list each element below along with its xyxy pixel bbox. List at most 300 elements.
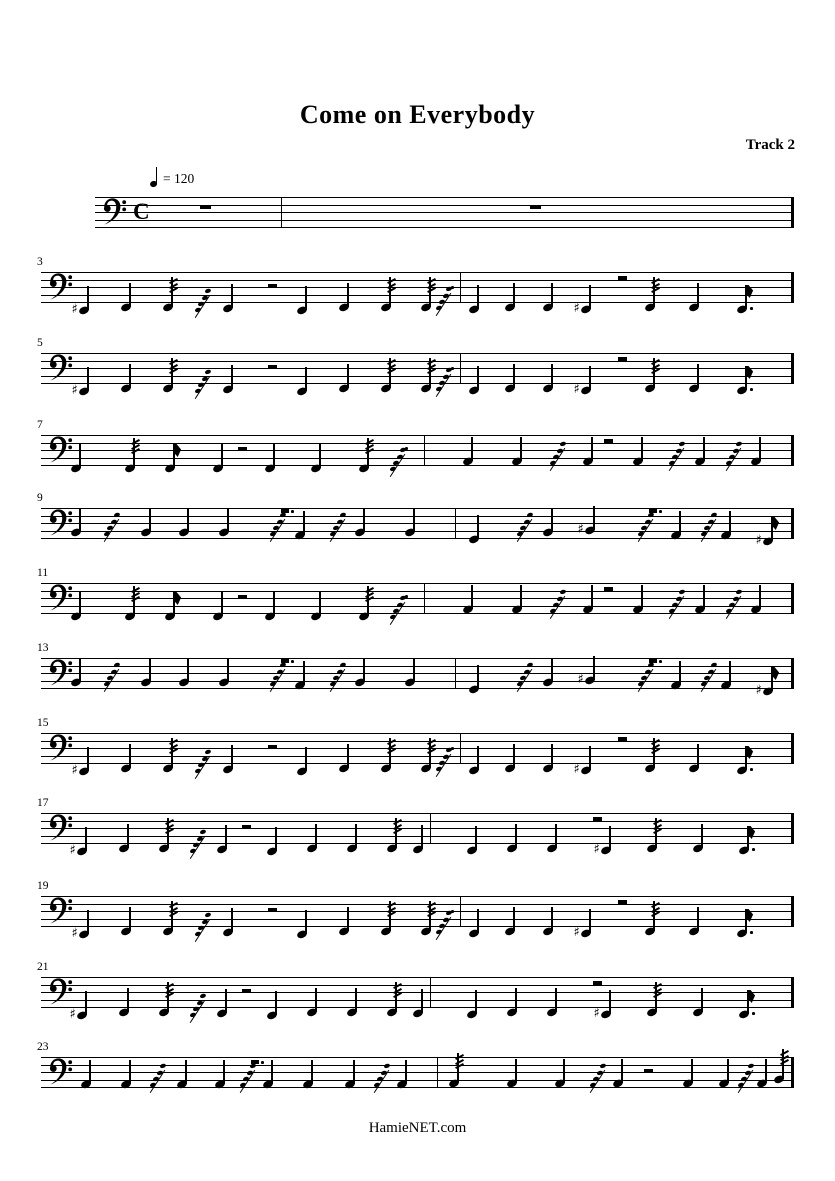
staff-line bbox=[41, 911, 794, 912]
note-stem bbox=[273, 444, 274, 468]
sharp-icon: ♯ bbox=[593, 842, 600, 857]
staff-line bbox=[41, 756, 794, 757]
note-stem bbox=[363, 658, 364, 682]
staff-line bbox=[41, 613, 794, 614]
staff-line bbox=[41, 904, 794, 905]
half-rest-icon bbox=[618, 737, 627, 741]
grace-note-head bbox=[249, 1064, 256, 1070]
grace-note-head bbox=[637, 681, 644, 687]
grace-note-head bbox=[435, 305, 442, 311]
grace-note-head bbox=[103, 681, 110, 687]
grace-note-head bbox=[647, 663, 654, 669]
bass-clef-icon bbox=[44, 656, 74, 690]
bass-clef bbox=[44, 731, 74, 765]
grace-note-head bbox=[526, 663, 533, 669]
half-rest-icon bbox=[604, 439, 613, 443]
note-stem bbox=[129, 907, 130, 931]
barline bbox=[281, 197, 282, 228]
staff-line bbox=[41, 583, 794, 584]
half-rest-icon bbox=[268, 284, 277, 288]
half-rest-icon bbox=[618, 276, 627, 280]
note-stem bbox=[471, 585, 472, 609]
half-rest-icon bbox=[618, 357, 627, 361]
note-stem bbox=[477, 746, 478, 770]
sharp-icon: ♯ bbox=[755, 683, 762, 698]
staff-row-measures-23-24 bbox=[37, 1041, 794, 1087]
grace-note-head bbox=[194, 931, 201, 937]
note-stem bbox=[421, 825, 422, 849]
staff-row-measures-19-20 bbox=[37, 880, 794, 941]
note-stem bbox=[303, 661, 304, 685]
staff-line bbox=[41, 1065, 794, 1066]
note-stem bbox=[477, 909, 478, 933]
note-stem bbox=[551, 283, 552, 307]
note-stem bbox=[593, 506, 594, 530]
staff-line bbox=[41, 1000, 794, 1001]
time-signature: C bbox=[133, 199, 150, 224]
grace-note-head bbox=[269, 681, 276, 687]
eighth-flag-icon bbox=[175, 592, 182, 605]
note-stem bbox=[89, 1060, 90, 1084]
note-stem bbox=[591, 585, 592, 609]
final-barline bbox=[791, 353, 794, 384]
sharp-icon: ♯ bbox=[755, 533, 762, 548]
staff-row-measures-5-6 bbox=[37, 337, 794, 398]
augmentation-dot bbox=[750, 931, 753, 934]
grace-note-head bbox=[194, 388, 201, 394]
staff-line bbox=[41, 985, 794, 986]
note-stem bbox=[697, 907, 698, 931]
note-stem bbox=[697, 744, 698, 768]
staff-row-measures-7-8 bbox=[37, 419, 794, 465]
augmentation-dot bbox=[659, 660, 662, 663]
staff-line bbox=[41, 280, 794, 281]
grace-note-head bbox=[678, 442, 685, 448]
staff-line bbox=[41, 516, 794, 517]
half-rest-icon bbox=[268, 745, 277, 749]
staff-line bbox=[41, 843, 794, 844]
note-stem bbox=[555, 824, 556, 848]
note-stem bbox=[679, 661, 680, 685]
measure-number: 17 bbox=[37, 797, 49, 809]
final-barline bbox=[791, 1057, 794, 1088]
half-rest-icon bbox=[593, 981, 602, 985]
staff-line bbox=[41, 836, 794, 837]
half-rest-icon bbox=[593, 817, 602, 821]
note-stem bbox=[765, 1059, 766, 1083]
half-rest-icon bbox=[251, 1060, 259, 1064]
note-stem bbox=[231, 365, 232, 389]
staff-line bbox=[41, 666, 794, 667]
note-stem bbox=[311, 1060, 312, 1084]
note-stem bbox=[127, 988, 128, 1012]
grace-note-head bbox=[279, 513, 286, 519]
bass-clef-icon bbox=[44, 506, 74, 540]
note-stem bbox=[231, 908, 232, 932]
half-rest-icon bbox=[281, 509, 289, 513]
note-stem bbox=[745, 909, 746, 933]
staff-line bbox=[41, 465, 794, 466]
staff-line bbox=[41, 295, 794, 296]
augmentation-dot bbox=[750, 388, 753, 391]
staff-line bbox=[41, 896, 794, 897]
staff-line bbox=[41, 741, 794, 742]
note-stem bbox=[149, 508, 150, 532]
page-title: Come on Everybody bbox=[299, 100, 536, 129]
augmentation-dot bbox=[261, 1061, 264, 1064]
half-rest-icon bbox=[242, 989, 251, 993]
note-stem bbox=[87, 286, 88, 310]
note-stem bbox=[515, 988, 516, 1012]
staff-line bbox=[41, 368, 794, 369]
note-stem bbox=[413, 658, 414, 682]
staff-line bbox=[41, 977, 794, 978]
grace-note-head bbox=[329, 531, 336, 537]
barline bbox=[437, 1057, 438, 1088]
sharp-icon: ♯ bbox=[69, 843, 76, 858]
sharp-icon: ♯ bbox=[593, 1006, 600, 1021]
bass-clef-icon bbox=[44, 811, 74, 845]
note-stem bbox=[413, 508, 414, 532]
note-stem bbox=[347, 283, 348, 307]
note-stem bbox=[589, 285, 590, 309]
grace-note-head bbox=[700, 681, 707, 687]
note-stem bbox=[223, 1060, 224, 1084]
note-stem bbox=[513, 907, 514, 931]
staff-line bbox=[41, 531, 794, 532]
staff-line bbox=[41, 302, 794, 303]
staff-line bbox=[41, 287, 794, 288]
note-stem bbox=[347, 907, 348, 931]
staff-line bbox=[41, 523, 794, 524]
sharp-icon: ♯ bbox=[71, 763, 78, 778]
note-stem bbox=[551, 364, 552, 388]
note-stem bbox=[729, 661, 730, 685]
bass-clef-icon bbox=[44, 894, 74, 928]
bass-clef-icon bbox=[44, 1055, 74, 1089]
measure-number: 13 bbox=[37, 642, 49, 654]
staff-line bbox=[41, 606, 794, 607]
note-stem bbox=[589, 366, 590, 390]
note-stem bbox=[79, 508, 80, 532]
note-stem bbox=[703, 437, 704, 461]
half-rest-icon bbox=[618, 900, 627, 904]
grace-note-head bbox=[678, 590, 685, 596]
staff-row-measures-15-16 bbox=[37, 717, 794, 778]
measure-number: 11 bbox=[37, 567, 49, 579]
augmentation-dot bbox=[451, 910, 454, 913]
grace-note-head bbox=[526, 513, 533, 519]
grace-note-head bbox=[735, 590, 742, 596]
bass-clef bbox=[44, 351, 74, 385]
note-stem bbox=[759, 437, 760, 461]
final-barline bbox=[791, 508, 794, 539]
half-rest-icon bbox=[238, 447, 247, 451]
grace-note-head bbox=[329, 681, 336, 687]
note-stem bbox=[745, 285, 746, 309]
note-stem bbox=[591, 437, 592, 461]
grace-note-head bbox=[339, 663, 346, 669]
note-stem bbox=[745, 366, 746, 390]
note-stem bbox=[173, 444, 174, 468]
note-stem bbox=[679, 511, 680, 535]
note-stem bbox=[513, 744, 514, 768]
note-stem bbox=[355, 988, 356, 1012]
staff-line bbox=[41, 688, 794, 689]
note-stem bbox=[315, 988, 316, 1012]
staff-line bbox=[41, 376, 794, 377]
note-stem bbox=[555, 988, 556, 1012]
grace-note-head bbox=[269, 531, 276, 537]
half-rest-icon bbox=[644, 1069, 653, 1073]
grace-note-head bbox=[647, 513, 654, 519]
note-stem bbox=[727, 1059, 728, 1083]
staff-line bbox=[41, 992, 794, 993]
note-stem bbox=[305, 747, 306, 771]
half-rest-icon bbox=[238, 595, 247, 599]
measure-number: 15 bbox=[37, 717, 49, 729]
grace-note-head bbox=[747, 1064, 754, 1070]
note-stem bbox=[771, 667, 772, 691]
note-stem bbox=[225, 825, 226, 849]
note-stem bbox=[129, 283, 130, 307]
eighth-flag-icon bbox=[773, 667, 780, 680]
note-stem bbox=[589, 746, 590, 770]
note-stem bbox=[319, 592, 320, 616]
staff-row-measures-13-14 bbox=[37, 642, 794, 698]
note-stem bbox=[227, 508, 228, 532]
measure-number: 3 bbox=[37, 256, 43, 268]
note-stem bbox=[347, 364, 348, 388]
staff-line bbox=[41, 383, 794, 384]
half-rest-icon bbox=[268, 908, 277, 912]
staff-line bbox=[41, 353, 794, 354]
bass-clef-icon bbox=[98, 195, 128, 229]
staff-line bbox=[41, 458, 794, 459]
grace-note-head bbox=[103, 531, 110, 537]
note-stem bbox=[87, 910, 88, 934]
tempo-marking bbox=[148, 166, 238, 194]
note-stem bbox=[520, 437, 521, 461]
note-stem bbox=[129, 744, 130, 768]
note-stem bbox=[305, 367, 306, 391]
bass-clef bbox=[44, 581, 74, 615]
whole-rest-icon bbox=[530, 205, 541, 209]
sharp-icon: ♯ bbox=[577, 522, 584, 537]
barline bbox=[430, 813, 431, 844]
note-stem bbox=[701, 988, 702, 1012]
note-stem bbox=[221, 592, 222, 616]
note-stem bbox=[477, 366, 478, 390]
track-label: Track 2 bbox=[745, 137, 795, 153]
grace-note-head bbox=[599, 1064, 606, 1070]
staff-line bbox=[95, 197, 794, 198]
measure-number: 19 bbox=[37, 880, 49, 892]
note-stem bbox=[551, 744, 552, 768]
barline bbox=[460, 896, 461, 927]
staff-row-measures-1-2 bbox=[95, 197, 794, 227]
note-stem bbox=[129, 1060, 130, 1084]
note-stem bbox=[513, 283, 514, 307]
bass-clef bbox=[44, 270, 74, 304]
note-stem bbox=[225, 989, 226, 1013]
grace-note-head bbox=[710, 663, 717, 669]
whole-rest-icon bbox=[200, 205, 211, 209]
measure-number: 7 bbox=[37, 419, 43, 431]
sharp-icon: ♯ bbox=[71, 926, 78, 941]
grace-note-head bbox=[339, 513, 346, 519]
staff-line bbox=[95, 212, 794, 213]
final-barline bbox=[791, 435, 794, 466]
sharp-icon: ♯ bbox=[71, 383, 78, 398]
half-rest-icon bbox=[649, 509, 657, 513]
note-stem bbox=[347, 744, 348, 768]
staff-line bbox=[41, 813, 794, 814]
bass-clef-icon bbox=[44, 731, 74, 765]
staff-line bbox=[41, 538, 794, 539]
staff-line bbox=[95, 220, 794, 221]
tempo-note-stem bbox=[156, 167, 157, 184]
grace-note-head bbox=[383, 1064, 390, 1070]
note-stem bbox=[271, 1060, 272, 1084]
barline bbox=[455, 508, 456, 539]
note-stem bbox=[87, 747, 88, 771]
bass-clef bbox=[44, 506, 74, 540]
final-barline bbox=[791, 583, 794, 614]
note-stem bbox=[231, 745, 232, 769]
staff-line bbox=[41, 821, 794, 822]
staff-row-measures-21-22 bbox=[37, 961, 794, 1022]
half-rest-icon bbox=[242, 825, 251, 829]
sharp-icon: ♯ bbox=[573, 925, 580, 940]
augmentation-dot bbox=[291, 660, 294, 663]
final-barline bbox=[791, 977, 794, 1008]
augmentation-dot bbox=[752, 1012, 755, 1015]
staff-line bbox=[41, 673, 794, 674]
bass-clef-icon bbox=[44, 975, 74, 1009]
note-stem bbox=[355, 824, 356, 848]
augmentation-dot bbox=[752, 848, 755, 851]
note-stem bbox=[551, 508, 552, 532]
note-stem bbox=[275, 991, 276, 1015]
note-stem bbox=[475, 826, 476, 850]
grace-note-head bbox=[194, 768, 201, 774]
note-stem bbox=[513, 364, 514, 388]
bass-clef bbox=[44, 894, 74, 928]
note-stem bbox=[551, 907, 552, 931]
note-stem bbox=[85, 991, 86, 1015]
note-stem bbox=[187, 658, 188, 682]
note-stem bbox=[79, 658, 80, 682]
note-stem bbox=[79, 592, 80, 616]
note-stem bbox=[609, 826, 610, 850]
note-stem bbox=[515, 1059, 516, 1083]
note-stem bbox=[471, 437, 472, 461]
note-stem bbox=[315, 824, 316, 848]
barline bbox=[460, 272, 461, 303]
note-stem bbox=[641, 437, 642, 461]
grace-note-head bbox=[559, 590, 566, 596]
staff-line bbox=[41, 919, 794, 920]
staff-line bbox=[41, 748, 794, 749]
grace-note-head bbox=[189, 848, 196, 854]
grace-note-head bbox=[700, 531, 707, 537]
note-stem bbox=[87, 367, 88, 391]
grace-note-head bbox=[159, 1064, 166, 1070]
staff-line bbox=[41, 435, 794, 436]
note-stem bbox=[477, 285, 478, 309]
staff-row-measures-3-4 bbox=[37, 256, 794, 317]
note-stem bbox=[621, 1059, 622, 1083]
note-stem bbox=[563, 1059, 564, 1083]
bass-clef bbox=[44, 975, 74, 1009]
note-stem bbox=[231, 284, 232, 308]
measure-number: 5 bbox=[37, 337, 43, 349]
staff-row-measures-17-18 bbox=[37, 797, 794, 858]
final-barline bbox=[791, 658, 794, 689]
grace-note-head bbox=[389, 466, 396, 472]
sharp-icon: ♯ bbox=[573, 301, 580, 316]
barline bbox=[460, 353, 461, 384]
grace-note-head bbox=[435, 929, 442, 935]
note-stem bbox=[275, 827, 276, 851]
note-stem bbox=[405, 1060, 406, 1084]
note-stem bbox=[127, 824, 128, 848]
bass-clef-icon bbox=[44, 351, 74, 385]
note-stem bbox=[173, 592, 174, 616]
note-stem bbox=[609, 990, 610, 1014]
staff-line bbox=[41, 658, 794, 659]
barline bbox=[424, 583, 425, 614]
bass-clef bbox=[44, 433, 74, 467]
note-stem bbox=[305, 910, 306, 934]
staff-line bbox=[41, 828, 794, 829]
barline bbox=[430, 977, 431, 1008]
note-stem bbox=[353, 1060, 354, 1084]
augmentation-dot bbox=[405, 447, 408, 450]
half-rest-icon bbox=[604, 587, 613, 591]
tempo-value: = 120 bbox=[163, 171, 195, 186]
half-rest-icon bbox=[281, 659, 289, 663]
final-barline bbox=[791, 896, 794, 927]
staff-line bbox=[95, 227, 794, 228]
note-stem bbox=[691, 1059, 692, 1083]
staff-line bbox=[41, 1057, 794, 1058]
sharp-icon: ♯ bbox=[573, 762, 580, 777]
note-stem bbox=[305, 286, 306, 310]
note-stem bbox=[319, 444, 320, 468]
final-barline bbox=[791, 813, 794, 844]
note-stem bbox=[697, 364, 698, 388]
note-stem bbox=[641, 585, 642, 609]
staff-line bbox=[41, 361, 794, 362]
grace-note-head bbox=[637, 531, 644, 537]
note-stem bbox=[771, 517, 772, 541]
note-stem bbox=[129, 364, 130, 388]
augmentation-dot bbox=[451, 367, 454, 370]
measure-number: 23 bbox=[37, 1041, 49, 1053]
augmentation-dot bbox=[451, 747, 454, 750]
note-stem bbox=[745, 746, 746, 770]
barline bbox=[424, 435, 425, 466]
note-stem bbox=[149, 658, 150, 682]
barline bbox=[455, 658, 456, 689]
note-stem bbox=[701, 824, 702, 848]
note-stem bbox=[475, 990, 476, 1014]
note-stem bbox=[85, 827, 86, 851]
note-stem bbox=[221, 444, 222, 468]
grace-note-head bbox=[435, 766, 442, 772]
